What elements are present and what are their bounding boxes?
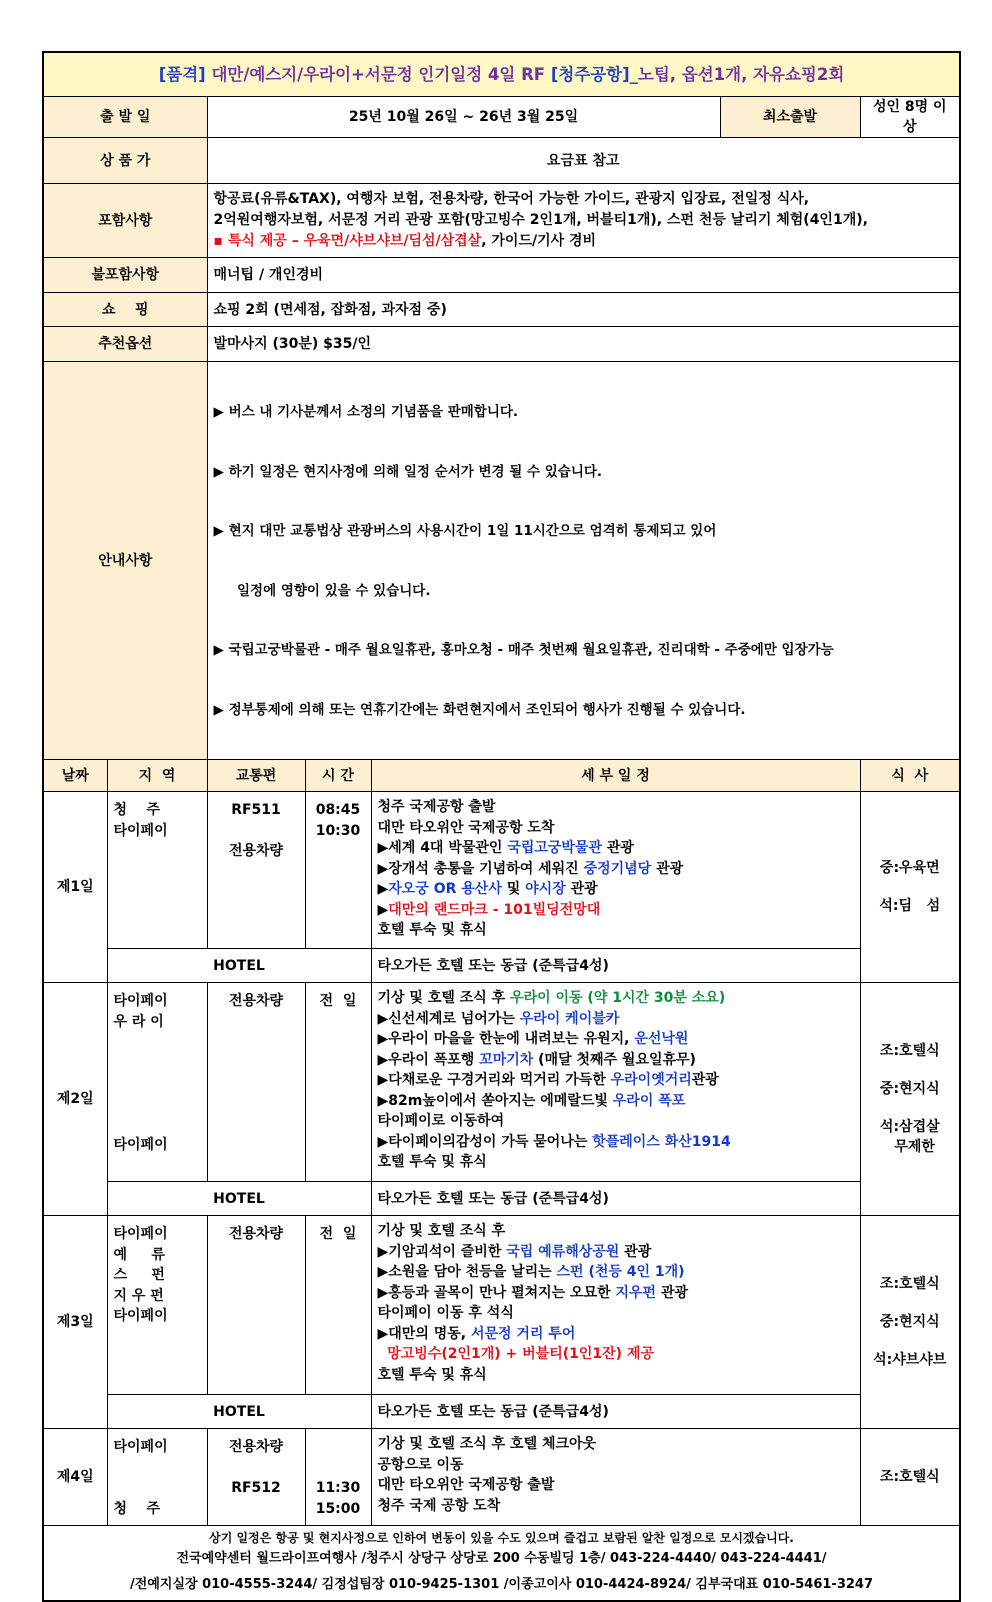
schedule-text: ▶ — [377, 881, 389, 897]
schedule-text: ▶우라이 마을을 한눈에 내려보는 유원지, — [377, 1031, 635, 1047]
region-item: 타이페이 — [113, 822, 168, 839]
excluded-row — [43, 258, 960, 293]
schedule-text: 청주 국제공항 출발 — [377, 799, 496, 815]
title-prefix: [품격] — [158, 64, 206, 84]
meal-item: 조:호텔식 — [879, 1043, 940, 1059]
list-item: 11:30 — [315, 1480, 361, 1496]
list-item: 스 펀 — [113, 1267, 165, 1283]
list-item: 타이페이 — [113, 1226, 168, 1242]
day-row-3 — [43, 1216, 960, 1395]
schedule-text: 관광 — [601, 840, 634, 856]
day-transport — [207, 983, 305, 1182]
list-item: 전용차량 — [228, 1226, 284, 1242]
schedule-line — [378, 1050, 854, 1071]
meal-item: 중:현지식 — [879, 1314, 940, 1330]
day-meals — [860, 1429, 960, 1526]
included-tail: , 가이드/기사 경비 — [481, 233, 597, 249]
schedule-header — [43, 760, 960, 792]
schedule-line — [378, 1475, 854, 1496]
meal-item: 석:딤 섬 — [879, 898, 941, 914]
list-item: 예 류 — [113, 1246, 165, 1263]
list-item — [214, 1458, 299, 1479]
footer-contact-2: /전예지실장 010-4555-3244/ 김정섭팀장 010-9425-1301 /이종고이사 010-4424-8924/ 김부국대표 010-5461-3247 — [130, 1577, 874, 1592]
schedule-text: ▶타이페이의감성이 가득 묻어나는 — [377, 1133, 593, 1150]
departure-row — [43, 97, 960, 138]
time-item: 10:30 — [315, 822, 361, 839]
day-schedule — [371, 983, 860, 1182]
schedule-text: ▶세계 4대 박물관인 — [377, 840, 508, 856]
schedule-text: 우라이옛거리 — [610, 1072, 692, 1088]
schedule-text: 꼬마기차 — [479, 1051, 534, 1068]
hotel-row-2 — [43, 1182, 960, 1216]
list-item: 타이페이 — [113, 1136, 168, 1153]
option-label: 추천옵션 — [43, 327, 207, 362]
itinerary-table — [42, 51, 961, 1602]
schedule-text: 관광 — [651, 860, 684, 877]
schedule-line — [378, 1091, 854, 1112]
page-title — [43, 52, 960, 97]
schedule-line — [378, 1009, 854, 1030]
hotel-label: HOTEL — [107, 949, 371, 983]
included-row — [43, 184, 960, 258]
day-transport — [207, 1429, 305, 1526]
schedule-text: ▶기암괴석이 즐비한 — [377, 1243, 507, 1260]
hotel-label: HOTEL — [107, 1395, 371, 1429]
shopping-value: 쇼핑 2회 (면세점, 잡화점, 과자점 중) — [207, 293, 960, 327]
title-suffix: _노팁, 옵션1개, 자유쇼핑2회 — [629, 64, 845, 84]
notice-item: 일정에 영향이 있을 수 있습니다. — [213, 582, 431, 599]
schedule-text: 관광 — [656, 1284, 689, 1301]
schedule-line — [378, 1262, 854, 1283]
schedule-line — [378, 818, 854, 839]
schedule-text: ▶홍등과 골목이 만나 펼쳐지는 오묘한 — [377, 1284, 616, 1301]
list-item: 타이페이 — [113, 993, 168, 1009]
day-times — [305, 1216, 371, 1395]
schedule-text: ▶우라이 폭포행 — [377, 1051, 480, 1068]
schedule-text: ▶소원을 담아 천등을 날리는 — [377, 1264, 557, 1280]
schedule-text: 호텔 투숙 및 휴식 — [377, 1154, 487, 1170]
day-regions — [107, 1429, 207, 1526]
header-region: 지 역 — [107, 760, 207, 792]
footer — [43, 1526, 960, 1602]
schedule-line — [378, 879, 854, 900]
schedule-text: 대만 타오위안 국제공항 도착 — [377, 819, 555, 836]
min-value: 성인 8명 이상 — [860, 97, 960, 138]
day-schedule — [371, 1429, 860, 1526]
day-meals — [860, 792, 960, 983]
notice-item: ▶ 하기 일정은 현지사정에 의해 일정 순서가 변경 될 수 있습니다. — [213, 463, 603, 480]
schedule-line — [378, 988, 854, 1009]
list-item: 지 우 펀 — [113, 1287, 164, 1304]
header-time: 시 간 — [305, 760, 371, 792]
list-item — [114, 1478, 201, 1499]
list-item — [114, 1073, 201, 1094]
day-label: 제2일 — [43, 983, 107, 1216]
schedule-text: 자오궁 OR 용산사 — [388, 881, 502, 897]
departure-label: 출 발 일 — [43, 97, 207, 138]
schedule-line — [378, 859, 854, 880]
schedule-line — [378, 1344, 854, 1365]
notice-item: ▶ 현지 대만 교통법상 관광버스의 사용시간이 1일 11시간으로 엄격히 통제되고 있어 — [213, 523, 717, 539]
schedule-text: 운선낙원 — [634, 1031, 689, 1047]
list-item — [114, 1053, 201, 1074]
schedule-line — [378, 1070, 854, 1091]
option-row — [43, 327, 960, 362]
schedule-text: 관광 — [565, 881, 598, 897]
schedule-text: 기상 및 호텔 조식 후 — [377, 990, 511, 1006]
day-times — [305, 983, 371, 1182]
notice-item: ▶ 국립고궁박물관 - 매주 월요일휴관, 홍마오청 - 매주 첫번째 월요일휴관, 진리대학 - 주중에만 입장가능 — [213, 642, 834, 658]
list-item: 전용차량 — [228, 993, 284, 1009]
schedule-text: 국립고궁박물관 — [507, 840, 602, 856]
schedule-line — [378, 1455, 854, 1476]
schedule-text: 청주 국제 공항 도착 — [377, 1497, 501, 1514]
list-item: RF512 — [231, 1480, 281, 1496]
day-schedule — [371, 1216, 860, 1395]
list-item: 타이페이 — [113, 1308, 168, 1324]
header-detail: 세 부 일 정 — [371, 760, 860, 792]
schedule-line — [378, 1365, 854, 1386]
schedule-text: 스펀 (천등 4인 1개) — [556, 1264, 685, 1280]
schedule-text: 대만의 랜드마크 - 101빌딩전망대 — [388, 901, 601, 918]
schedule-text: 기상 및 호텔 조식 후 — [377, 1223, 506, 1239]
schedule-text: (매달 첫째주 월요일휴무) — [533, 1051, 696, 1068]
schedule-text: 관광 — [691, 1072, 719, 1088]
schedule-text: 타이페이로 이동하여 — [377, 1113, 505, 1129]
schedule-text: 중정기념당 — [583, 860, 652, 877]
schedule-line — [378, 1242, 854, 1263]
list-item — [114, 1032, 201, 1053]
special-meal-text: ▪ 특식 제공 – 우육면/샤브샤브/딤섬/삼겹살 — [213, 233, 482, 249]
shopping-label: 쇼 핑 — [43, 293, 207, 327]
notice-list — [207, 362, 960, 760]
notice-item: ▶ 버스 내 기사분께서 소정의 기념품을 판매합니다. — [213, 404, 519, 420]
schedule-text: 핫플레이스 화산1914 — [592, 1133, 731, 1150]
day-regions — [107, 983, 207, 1182]
included-label: 포함사항 — [43, 184, 207, 258]
notice-item: ▶ 정부통제에 의해 또는 연휴기간에는 화련현지에서 조인되어 행사가 진행될 수 있습니다. — [213, 701, 746, 718]
schedule-text: 타이페이 이동 후 석식 — [377, 1305, 514, 1321]
meal-item: 조:호텔식 — [879, 1469, 940, 1485]
schedule-text: 망고빙수(2인1개) + 버블티(1인1잔) 제공 — [377, 1346, 654, 1362]
schedule-line — [378, 1221, 854, 1242]
transport-item: 전용차량 — [228, 843, 284, 859]
hotel-row-1 — [43, 949, 960, 983]
schedule-text: ▶82m높이에서 쏟아지는 에메랄드빛 — [377, 1092, 613, 1109]
included-value — [207, 184, 960, 258]
header-day: 날짜 — [43, 760, 107, 792]
list-item: 청 주 — [113, 1500, 161, 1517]
day-row-2 — [43, 983, 960, 1182]
schedule-line — [378, 797, 854, 818]
schedule-text: 관광 — [619, 1243, 652, 1260]
hotel-value: 타오가든 호텔 또는 동급 (준특급4성) — [371, 1182, 860, 1216]
day-regions — [107, 1216, 207, 1395]
price-value: 요금표 참고 — [207, 138, 960, 184]
schedule-text: 우라이 이동 (약 1시간 30분 소요) — [510, 990, 726, 1006]
schedule-text: 우라이 케이블카 — [519, 1010, 620, 1027]
transport-item: RF511 — [231, 802, 281, 818]
hotel-label: HOTEL — [107, 1182, 371, 1216]
schedule-text: 대만 타오위안 국제공항 출발 — [377, 1477, 555, 1493]
header-meal: 식 사 — [860, 760, 960, 792]
footer-note: 상기 일정은 항공 및 현지사정으로 인하여 변동이 있을 수도 있으며 즐겁고 보람된 알찬 일정으로 모시겠습니다. — [209, 1531, 794, 1545]
schedule-line — [378, 1496, 854, 1517]
day-schedule — [371, 792, 860, 949]
schedule-line — [378, 920, 854, 941]
meal-item: 중:우육면 — [879, 860, 940, 876]
list-item: 우 라 이 — [113, 1013, 164, 1030]
hotel-row-3 — [43, 1395, 960, 1429]
list-item: 타이페이 — [113, 1439, 168, 1455]
day-times — [305, 1429, 371, 1526]
schedule-text: 호텔 투숙 및 휴식 — [377, 1366, 487, 1383]
schedule-text: ▶대만의 명동, — [377, 1325, 471, 1342]
schedule-line — [378, 1132, 854, 1153]
time-item: 08:45 — [315, 802, 361, 818]
excluded-value: 매너팁 / 개인경비 — [207, 258, 960, 293]
day-times — [305, 792, 371, 949]
day-meals — [860, 1216, 960, 1429]
schedule-text: 및 — [501, 881, 526, 897]
notice-row — [43, 362, 960, 760]
day-transport — [207, 792, 305, 949]
hotel-value: 타오가든 호텔 또는 동급 (준특급4성) — [371, 1395, 860, 1429]
schedule-text: 지우펀 — [615, 1284, 657, 1301]
day-regions — [107, 792, 207, 949]
list-item — [312, 1458, 365, 1479]
day-row-1 — [43, 792, 960, 949]
schedule-line — [378, 1303, 854, 1324]
title-main: 대만/예스지/우라이+서문정 인기일정 4일 RF — [205, 64, 551, 84]
price-row — [43, 138, 960, 184]
schedule-line — [378, 1434, 854, 1455]
schedule-text: 국립 예류해상공원 — [506, 1243, 620, 1260]
meal-item: 석:샤브샤브 — [873, 1352, 947, 1368]
excluded-label: 불포함사항 — [43, 258, 207, 293]
day-row-4 — [43, 1429, 960, 1526]
schedule-text: 서문정 거리 투어 — [470, 1325, 576, 1342]
included-line-1: 항공료(유류&TAX), 여행자 보험, 전용차량, 한국어 가능한 가이드, 관광지 입장료, 전일정 식사, — [213, 191, 810, 207]
option-value: 발마사지 (30분) $35/인 — [207, 327, 960, 362]
schedule-line — [378, 838, 854, 859]
day-transport — [207, 1216, 305, 1395]
meal-item: 중:현지식 — [879, 1081, 940, 1097]
schedule-line — [378, 1111, 854, 1132]
schedule-text: ▶신선세계로 넘어가는 — [377, 1010, 520, 1027]
itinerary-sheet — [42, 51, 959, 1602]
list-item: 전 일 — [319, 993, 357, 1009]
notice-label: 안내사항 — [43, 362, 207, 760]
schedule-text: 우라이 폭포 — [612, 1092, 686, 1109]
included-line-2: 2억원여행자보험, 서문정 거리 관광 포함(망고빙수 2인1개, 버블티1개), 스펀 천등 날리기 체험(4인1개), — [213, 212, 868, 228]
list-item — [114, 1094, 201, 1115]
day-label: 제4일 — [43, 1429, 107, 1526]
schedule-text: 기상 및 호텔 조식 후 호텔 체크아웃 — [377, 1436, 597, 1452]
day-meals — [860, 983, 960, 1216]
meal-item: 석:삼겹살 무제한 — [879, 1119, 940, 1155]
day-label: 제1일 — [43, 792, 107, 983]
list-item: 15:00 — [315, 1500, 361, 1517]
hotel-value: 타오가든 호텔 또는 동급 (준특급4성) — [371, 949, 860, 983]
transport-item — [214, 821, 299, 842]
schedule-line — [378, 1324, 854, 1345]
schedule-text: ▶다채로운 구경거리와 먹거리 가득한 — [377, 1072, 611, 1088]
list-item — [114, 1114, 201, 1135]
shopping-row — [43, 293, 960, 327]
schedule-line — [378, 1029, 854, 1050]
schedule-text: 야시장 — [525, 881, 566, 897]
min-label: 최소출발 — [720, 97, 860, 138]
schedule-text: 호텔 투숙 및 휴식 — [377, 922, 487, 938]
departure-value: 25년 10월 26일 ~ 26년 3월 25일 — [207, 97, 720, 138]
list-item: 전 일 — [319, 1226, 357, 1242]
schedule-line — [378, 1152, 854, 1173]
footer-row — [43, 1526, 960, 1602]
schedule-text: ▶ — [377, 901, 389, 918]
header-transport: 교통편 — [207, 760, 305, 792]
title-airport: [청주공항] — [550, 64, 630, 84]
schedule-line — [378, 1283, 854, 1304]
schedule-text: ▶장개석 총통을 기념하여 세워진 — [377, 860, 584, 877]
price-label: 상 품 가 — [43, 138, 207, 184]
included-line-3 — [214, 231, 954, 252]
meal-item: 조:호텔식 — [879, 1276, 940, 1292]
title-row — [43, 52, 960, 97]
day-label: 제3일 — [43, 1216, 107, 1429]
list-item: 전용차량 — [228, 1439, 284, 1455]
schedule-line — [378, 900, 854, 921]
list-item — [312, 1437, 365, 1458]
schedule-text: 공항으로 이동 — [377, 1456, 464, 1473]
region-item: 청 주 — [113, 802, 161, 818]
footer-contact-1: 전국예약센터 월드라이프여행사 /청주시 상당구 상당로 200 수동빌딩 1층/ 043-224-4440/ 043-224-4441/ — [176, 1551, 827, 1566]
list-item — [114, 1458, 201, 1479]
